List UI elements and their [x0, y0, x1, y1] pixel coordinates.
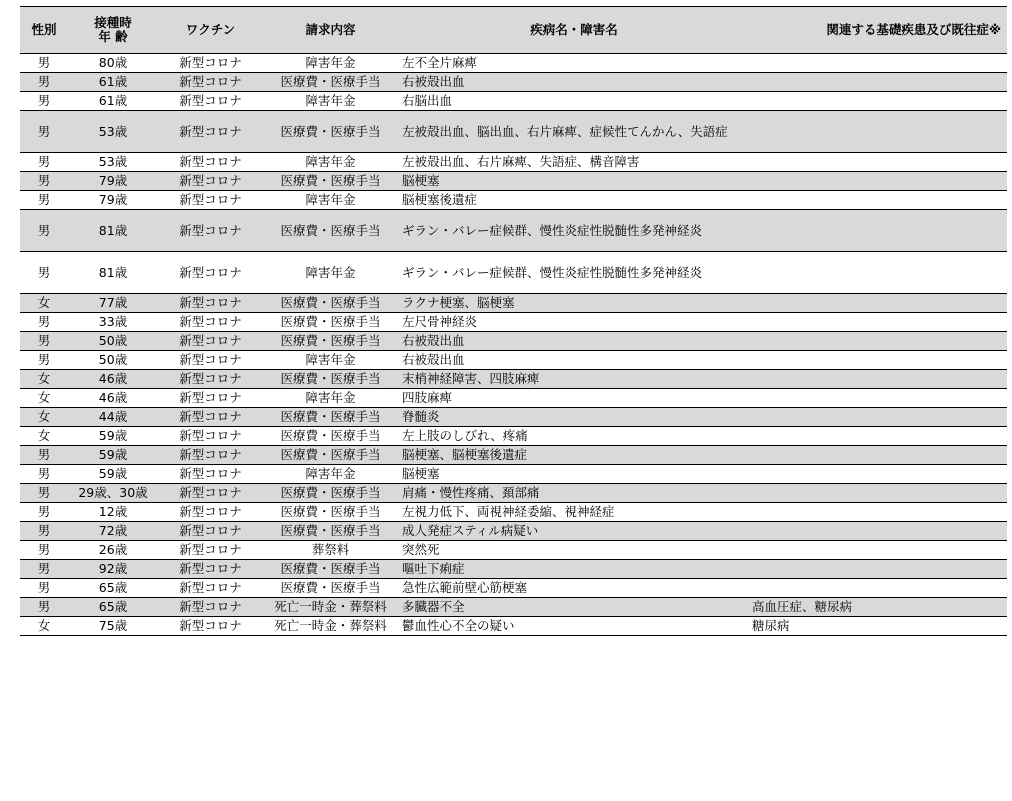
cell-vaccine: 新型コロナ [158, 579, 263, 598]
table-row [20, 111, 1007, 153]
cell-sex: 男 [20, 92, 68, 111]
table-row [20, 503, 1007, 522]
cell-related [750, 560, 1007, 579]
cell-related [750, 313, 1007, 332]
cell-age: 65歳 [68, 598, 158, 617]
cell-disease: 左視力低下、両視神経委縮、視神経症 [398, 503, 750, 522]
cell-vaccine: 新型コロナ [158, 389, 263, 408]
cell-age: 33歳 [68, 313, 158, 332]
cell-claim: 医療費・医療手当 [263, 427, 398, 446]
cell-vaccine: 新型コロナ [158, 351, 263, 370]
cell-claim: 医療費・医療手当 [263, 313, 398, 332]
cell-disease: 左不全片麻痺 [398, 54, 750, 73]
cell-age: 59歳 [68, 446, 158, 465]
cell-vaccine: 新型コロナ [158, 73, 263, 92]
cell-claim: 障害年金 [263, 252, 398, 294]
cell-disease: 左被殻出血、右片麻痺、失語症、構音障害 [398, 153, 750, 172]
cell-claim: 医療費・医療手当 [263, 503, 398, 522]
cell-age: 26歳 [68, 541, 158, 560]
cell-related [750, 73, 1007, 92]
cell-related [750, 446, 1007, 465]
cell-claim: 医療費・医療手当 [263, 210, 398, 252]
cell-sex: 男 [20, 484, 68, 503]
cell-claim: 障害年金 [263, 153, 398, 172]
table-row [20, 465, 1007, 484]
cell-age: 50歳 [68, 351, 158, 370]
cell-age: 77歳 [68, 294, 158, 313]
cell-disease: 突然死 [398, 541, 750, 560]
claims-table-container [20, 6, 1007, 636]
cell-sex: 男 [20, 210, 68, 252]
cell-disease: 左尺骨神経炎 [398, 313, 750, 332]
cell-disease: 肩痛・慢性疼痛、頚部痛 [398, 484, 750, 503]
cell-related [750, 370, 1007, 389]
table-row [20, 389, 1007, 408]
cell-disease: 右被殻出血 [398, 351, 750, 370]
cell-vaccine: 新型コロナ [158, 294, 263, 313]
cell-related [750, 408, 1007, 427]
cell-related: 糖尿病 [750, 617, 1007, 636]
cell-sex: 男 [20, 54, 68, 73]
cell-vaccine: 新型コロナ [158, 598, 263, 617]
cell-age: 92歳 [68, 560, 158, 579]
table-row [20, 92, 1007, 111]
cell-age: 79歳 [68, 172, 158, 191]
cell-age: 61歳 [68, 92, 158, 111]
cell-disease: 右被殻出血 [398, 73, 750, 92]
cell-disease: 末梢神経障害、四肢麻痺 [398, 370, 750, 389]
cell-claim: 葬祭料 [263, 541, 398, 560]
cell-claim: 医療費・医療手当 [263, 522, 398, 541]
header-age-line1: 接種時 [94, 15, 132, 30]
table-row [20, 522, 1007, 541]
cell-claim: 医療費・医療手当 [263, 446, 398, 465]
cell-related: 高血圧症、糖尿病 [750, 598, 1007, 617]
cell-sex: 女 [20, 294, 68, 313]
cell-age: 81歳 [68, 210, 158, 252]
cell-disease: 脳梗塞後遺症 [398, 191, 750, 210]
header-sex: 性別 [20, 7, 68, 54]
table-row [20, 617, 1007, 636]
cell-vaccine: 新型コロナ [158, 484, 263, 503]
cell-sex: 男 [20, 522, 68, 541]
cell-related [750, 503, 1007, 522]
cell-vaccine: 新型コロナ [158, 252, 263, 294]
table-row [20, 332, 1007, 351]
cell-related [750, 427, 1007, 446]
table-row [20, 427, 1007, 446]
table-row [20, 560, 1007, 579]
cell-age: 75歳 [68, 617, 158, 636]
cell-claim: 医療費・医療手当 [263, 560, 398, 579]
cell-disease: ラクナ梗塞、脳梗塞 [398, 294, 750, 313]
cell-sex: 男 [20, 446, 68, 465]
cell-related [750, 54, 1007, 73]
cell-age: 61歳 [68, 73, 158, 92]
header-related: 関連する基礎疾患及び既往症※ [750, 7, 1007, 54]
cell-vaccine: 新型コロナ [158, 191, 263, 210]
cell-disease: 左被殻出血、脳出血、右片麻痺、症候性てんかん、失語症 [398, 111, 750, 153]
cell-age: 44歳 [68, 408, 158, 427]
table-row [20, 351, 1007, 370]
cell-related [750, 210, 1007, 252]
cell-disease: 脳梗塞、脳梗塞後遺症 [398, 446, 750, 465]
cell-related [750, 92, 1007, 111]
cell-vaccine: 新型コロナ [158, 503, 263, 522]
cell-age: 46歳 [68, 389, 158, 408]
cell-sex: 女 [20, 408, 68, 427]
cell-vaccine: 新型コロナ [158, 427, 263, 446]
cell-age: 29歳、30歳 [68, 484, 158, 503]
cell-claim: 医療費・医療手当 [263, 579, 398, 598]
cell-vaccine: 新型コロナ [158, 541, 263, 560]
cell-disease: 脳梗塞 [398, 465, 750, 484]
cell-related [750, 465, 1007, 484]
cell-vaccine: 新型コロナ [158, 92, 263, 111]
cell-sex: 男 [20, 191, 68, 210]
cell-sex: 男 [20, 153, 68, 172]
table-row [20, 73, 1007, 92]
cell-disease: 急性広範前壁心筋梗塞 [398, 579, 750, 598]
table-row [20, 541, 1007, 560]
cell-disease: 鬱血性心不全の疑い [398, 617, 750, 636]
cell-claim: 医療費・医療手当 [263, 332, 398, 351]
cell-age: 12歳 [68, 503, 158, 522]
cell-related [750, 351, 1007, 370]
cell-claim: 医療費・医療手当 [263, 484, 398, 503]
cell-claim: 障害年金 [263, 465, 398, 484]
cell-disease: 嘔吐下痢症 [398, 560, 750, 579]
cell-related [750, 579, 1007, 598]
cell-claim: 医療費・医療手当 [263, 172, 398, 191]
cell-sex: 男 [20, 332, 68, 351]
cell-disease: ギラン・バレー症候群、慢性炎症性脱髄性多発神経炎 [398, 210, 750, 252]
table-row [20, 252, 1007, 294]
cell-sex: 男 [20, 313, 68, 332]
table-row [20, 172, 1007, 191]
cell-age: 46歳 [68, 370, 158, 389]
cell-related [750, 484, 1007, 503]
header-disease: 疾病名・障害名 [398, 7, 750, 54]
cell-sex: 男 [20, 73, 68, 92]
cell-sex: 男 [20, 579, 68, 598]
cell-disease: 左上肢のしびれ、疼痛 [398, 427, 750, 446]
cell-disease: 四肢麻痺 [398, 389, 750, 408]
cell-sex: 男 [20, 172, 68, 191]
table-row [20, 598, 1007, 617]
cell-sex: 女 [20, 427, 68, 446]
cell-disease: 成人発症スティル病疑い [398, 522, 750, 541]
cell-vaccine: 新型コロナ [158, 153, 263, 172]
cell-age: 72歳 [68, 522, 158, 541]
table-row [20, 153, 1007, 172]
cell-vaccine: 新型コロナ [158, 617, 263, 636]
header-age [68, 7, 158, 54]
cell-age: 79歳 [68, 191, 158, 210]
cell-vaccine: 新型コロナ [158, 560, 263, 579]
cell-age: 53歳 [68, 153, 158, 172]
cell-age: 81歳 [68, 252, 158, 294]
cell-vaccine: 新型コロナ [158, 111, 263, 153]
cell-sex: 女 [20, 389, 68, 408]
cell-age: 50歳 [68, 332, 158, 351]
cell-claim: 障害年金 [263, 351, 398, 370]
table-row [20, 54, 1007, 73]
header-claim: 請求内容 [263, 7, 398, 54]
cell-age: 59歳 [68, 465, 158, 484]
cell-claim: 死亡一時金・葬祭料 [263, 617, 398, 636]
cell-sex: 男 [20, 560, 68, 579]
cell-related [750, 111, 1007, 153]
table-row [20, 210, 1007, 252]
table-row [20, 294, 1007, 313]
cell-age: 65歳 [68, 579, 158, 598]
cell-sex: 女 [20, 370, 68, 389]
cell-related [750, 172, 1007, 191]
cell-related [750, 294, 1007, 313]
cell-sex: 男 [20, 541, 68, 560]
table-row [20, 484, 1007, 503]
cell-related [750, 541, 1007, 560]
cell-sex: 男 [20, 598, 68, 617]
cell-related [750, 252, 1007, 294]
cell-vaccine: 新型コロナ [158, 408, 263, 427]
cell-disease: 脳梗塞 [398, 172, 750, 191]
cell-sex: 男 [20, 465, 68, 484]
cell-vaccine: 新型コロナ [158, 172, 263, 191]
cell-vaccine: 新型コロナ [158, 522, 263, 541]
cell-vaccine: 新型コロナ [158, 465, 263, 484]
cell-disease: ギラン・バレー症候群、慢性炎症性脱髄性多発神経炎 [398, 252, 750, 294]
cell-sex: 男 [20, 111, 68, 153]
cell-vaccine: 新型コロナ [158, 332, 263, 351]
cell-disease: 右脳出血 [398, 92, 750, 111]
cell-claim: 障害年金 [263, 389, 398, 408]
cell-disease: 多臓器不全 [398, 598, 750, 617]
table-body [20, 54, 1007, 636]
cell-vaccine: 新型コロナ [158, 370, 263, 389]
header-vaccine: ワクチン [158, 7, 263, 54]
table-row [20, 313, 1007, 332]
table-row [20, 191, 1007, 210]
table-header-row [20, 7, 1007, 54]
cell-sex: 男 [20, 351, 68, 370]
table-row [20, 579, 1007, 598]
cell-related [750, 522, 1007, 541]
cell-related [750, 332, 1007, 351]
cell-vaccine: 新型コロナ [158, 446, 263, 465]
cell-disease: 右被殻出血 [398, 332, 750, 351]
cell-claim: 医療費・医療手当 [263, 294, 398, 313]
cell-related [750, 389, 1007, 408]
cell-sex: 男 [20, 503, 68, 522]
cell-claim: 死亡一時金・葬祭料 [263, 598, 398, 617]
cell-claim: 障害年金 [263, 191, 398, 210]
cell-sex: 女 [20, 617, 68, 636]
table-row [20, 446, 1007, 465]
cell-sex: 男 [20, 252, 68, 294]
cell-age: 59歳 [68, 427, 158, 446]
cell-claim: 医療費・医療手当 [263, 370, 398, 389]
cell-claim: 医療費・医療手当 [263, 408, 398, 427]
cell-claim: 医療費・医療手当 [263, 73, 398, 92]
cell-claim: 障害年金 [263, 54, 398, 73]
cell-age: 53歳 [68, 111, 158, 153]
cell-vaccine: 新型コロナ [158, 210, 263, 252]
header-age-line2: 年 齢 [98, 29, 128, 44]
cell-related [750, 191, 1007, 210]
cell-vaccine: 新型コロナ [158, 313, 263, 332]
table-row [20, 408, 1007, 427]
cell-claim: 障害年金 [263, 92, 398, 111]
cell-claim: 医療費・医療手当 [263, 111, 398, 153]
table-row [20, 370, 1007, 389]
claims-table [20, 6, 1007, 636]
cell-vaccine: 新型コロナ [158, 54, 263, 73]
cell-disease: 脊髄炎 [398, 408, 750, 427]
cell-related [750, 153, 1007, 172]
cell-age: 80歳 [68, 54, 158, 73]
